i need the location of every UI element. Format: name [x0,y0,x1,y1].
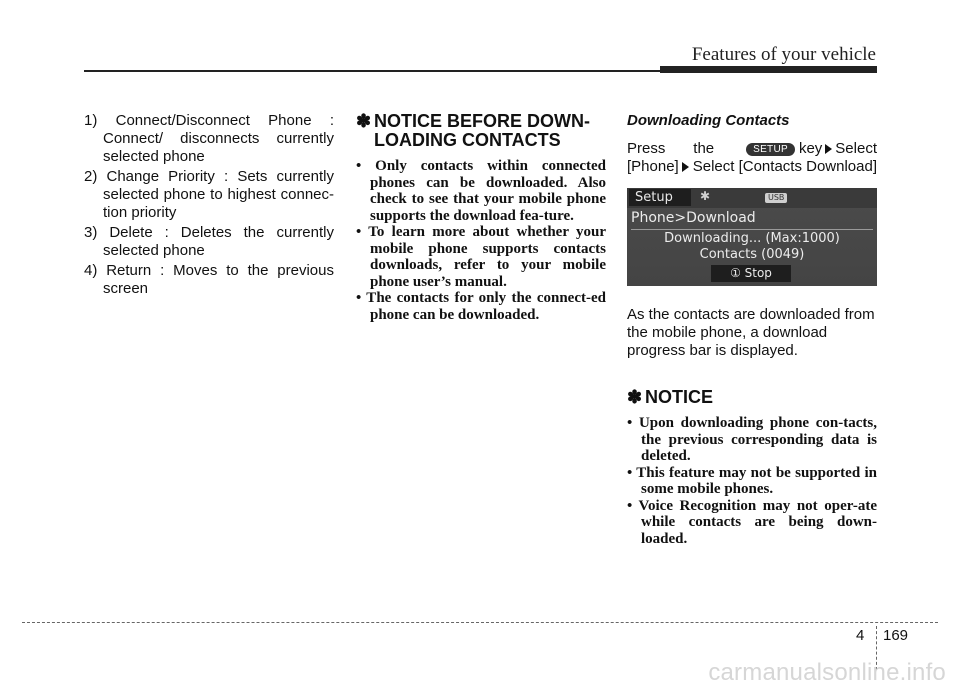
list-item: • The contacts for only the connect-ed phone can be downloaded. [356,290,606,323]
notice-star-icon: ✽ [356,111,372,131]
section-title: Downloading Contacts [627,112,790,129]
list-item: 3) Delete : Deletes the currently selected phone [84,224,334,259]
arrow-right-icon [825,144,832,154]
usb-icon: USB [765,193,787,203]
instruction-word: Press [627,140,666,157]
download-description: As the contacts are downloaded from the mobile phone, a download progress bar is displayed. [627,306,875,359]
screen-divider [631,229,873,230]
arrow-right-icon [682,162,689,172]
watermark: carmanualsonline.info [708,659,946,686]
notice-bullet-list [356,158,606,323]
list-item: • Voice Recognition may not oper-ate while contacts are being down-loaded. [627,497,877,547]
list-item: • Upon downloading phone con-tacts, the previous corresponding data is deleted. [627,415,877,464]
instruction-line-1 [627,140,877,158]
screen-setup-tab: Setup [629,189,691,206]
notice-heading [356,112,606,150]
list-item: • Only contacts within connected phones can be downloaded. Also check to see that your mobile phone supports the download fea-ture. [356,158,606,224]
list-item: • To learn more about whether your mobile phone supports contacts downloads, refer to your mobile phone user’s manual. [356,224,606,290]
notice-title: NOTICE BEFORE DOWN-LOADING CONTACTS [374,111,590,150]
footer-rule [22,622,938,623]
download-screen-display [627,188,877,286]
header-title: Features of your vehicle [691,44,876,65]
bluetooth-icon: ✱ [700,189,711,203]
notice-bullet-list [627,415,877,547]
instruction-word: [Phone] [627,158,679,175]
instruction-word: Select [Contacts Download] [692,158,877,175]
page-number: 169 [883,627,909,644]
instruction-word: Select [835,140,877,157]
screen-title: Phone>Download [631,210,756,226]
instruction-phone [627,158,692,176]
list-item: • This feature may not be supported in some mobile phones. [627,464,877,497]
setup-key-group [742,140,877,158]
left-column [84,112,334,300]
header-rule [84,70,664,72]
setup-key-icon: SETUP [746,143,795,156]
notice-star-icon: ✽ [627,387,643,407]
right-column [627,112,877,547]
list-item: 2) Change Priority : Sets currently selected phone to highest connec-tion priority [84,168,334,221]
screen-stop-button: ① Stop [711,265,791,282]
instruction-word: the [693,140,715,157]
list-item: 1) Connect/Disconnect Phone : Connect/ disconnects currently selected phone [84,112,334,165]
list-item: 4) Return : Moves to the previous screen [84,262,334,297]
screen-progress-text: Downloading... (Max:1000) [664,231,840,246]
instruction-line-2 [627,158,877,176]
instruction-word: key [798,140,823,157]
notice-heading [627,388,877,407]
header-rule-accent [660,66,877,73]
middle-column [356,112,606,323]
screen-contacts-count: Contacts (0049) [699,247,805,262]
chapter-number: 4 [856,627,865,644]
notice-title: NOTICE [645,387,714,407]
